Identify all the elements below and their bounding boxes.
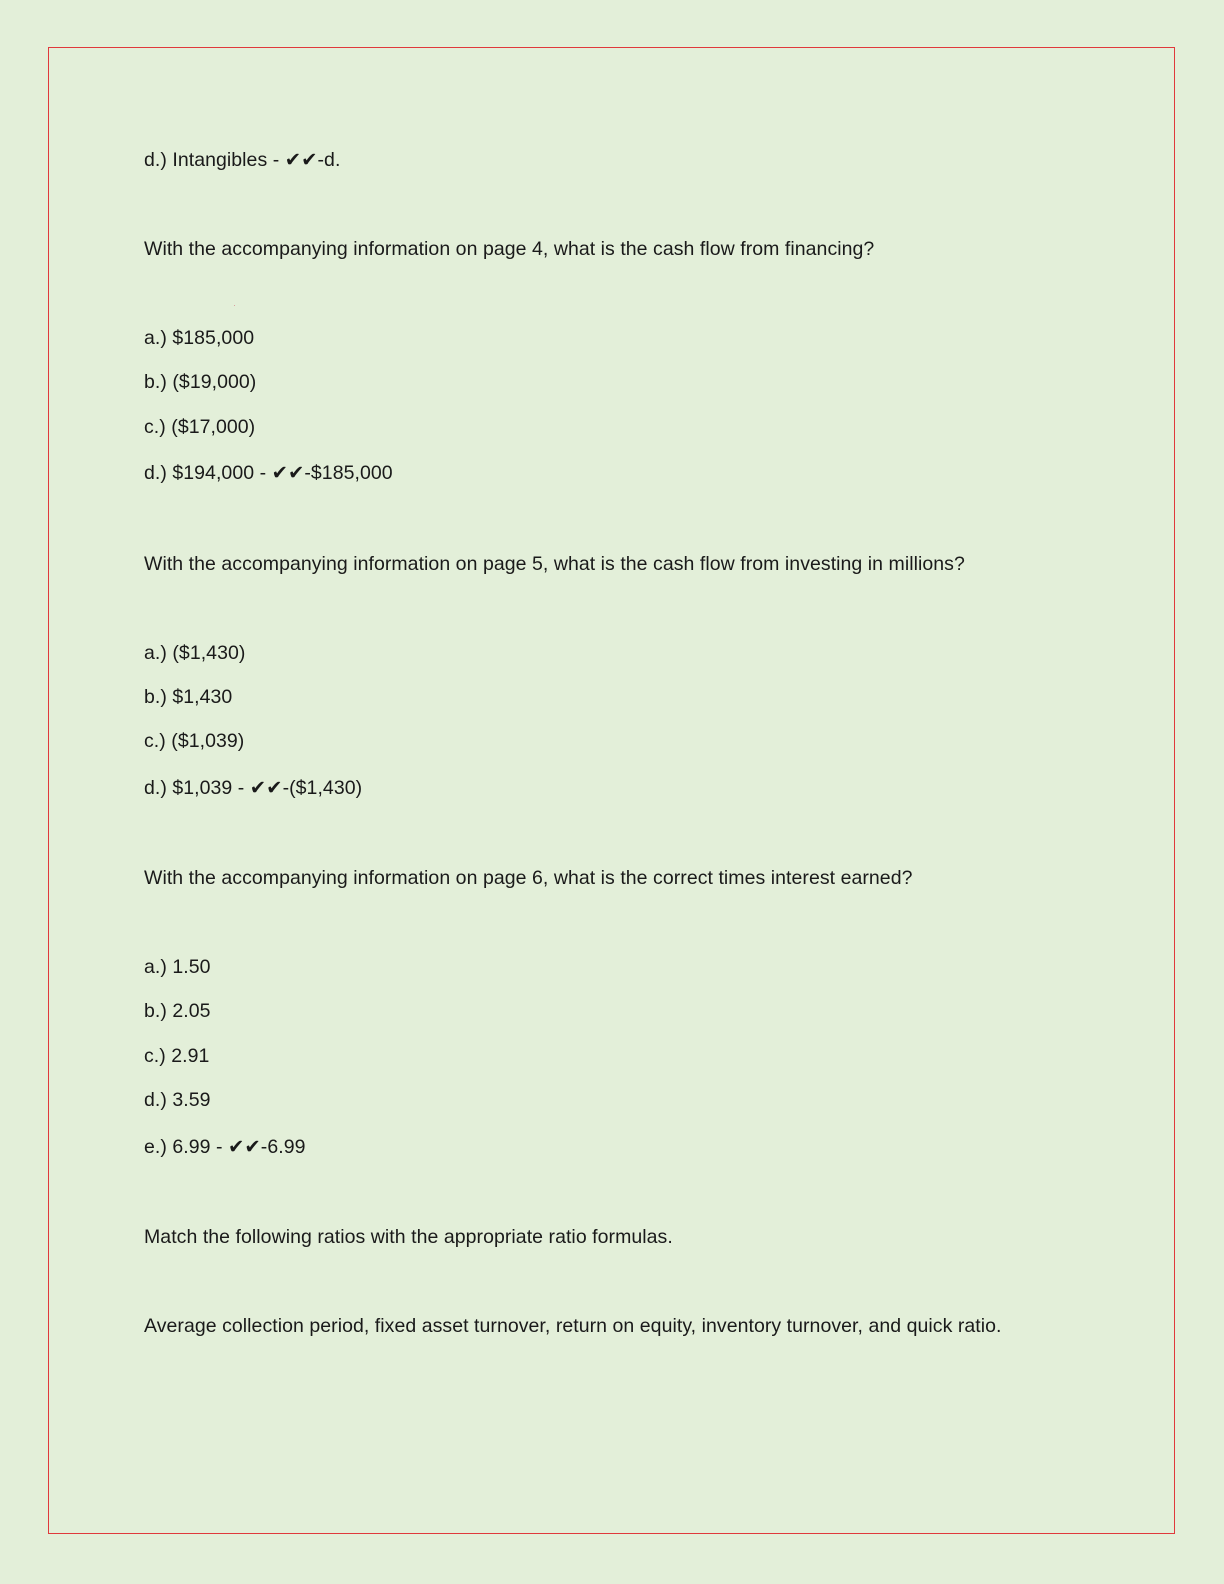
option-line: d.) 3.59 bbox=[144, 1089, 211, 1111]
stray-mark bbox=[234, 305, 235, 306]
question-match-ratios: Match the following ratios with the appropriate ratio formulas. bbox=[144, 1226, 673, 1248]
ratio-list: Average collection period, fixed asset turnover, return on equity, inventory turnover, and quick ratio. bbox=[144, 1315, 1002, 1337]
answer-line: d.) Intangibles - ✔✔-d. bbox=[144, 149, 341, 171]
question-investing: With the accompanying information on page 5, what is the cash flow from investing in millions? bbox=[144, 553, 965, 575]
option-line: a.) 1.50 bbox=[144, 956, 211, 978]
answer-line: e.) 6.99 - ✔✔-6.99 bbox=[144, 1136, 306, 1158]
option-line: b.) $1,430 bbox=[144, 686, 233, 708]
question-financing: With the accompanying information on page 4, what is the cash flow from financing? bbox=[144, 238, 875, 260]
question-times-interest: With the accompanying information on page 6, what is the correct times interest earned? bbox=[144, 867, 913, 889]
option-line: c.) ($1,039) bbox=[144, 730, 245, 752]
option-line: c.) ($17,000) bbox=[144, 416, 256, 438]
option-line: b.) ($19,000) bbox=[144, 371, 257, 393]
answer-line: d.) $1,039 - ✔✔-($1,430) bbox=[144, 777, 363, 799]
option-line: b.) 2.05 bbox=[144, 1000, 211, 1022]
option-line: c.) 2.91 bbox=[144, 1045, 210, 1067]
option-line: a.) ($1,430) bbox=[144, 642, 246, 664]
option-line: a.) $185,000 bbox=[144, 327, 255, 349]
answer-line: d.) $194,000 - ✔✔-$185,000 bbox=[144, 462, 393, 484]
